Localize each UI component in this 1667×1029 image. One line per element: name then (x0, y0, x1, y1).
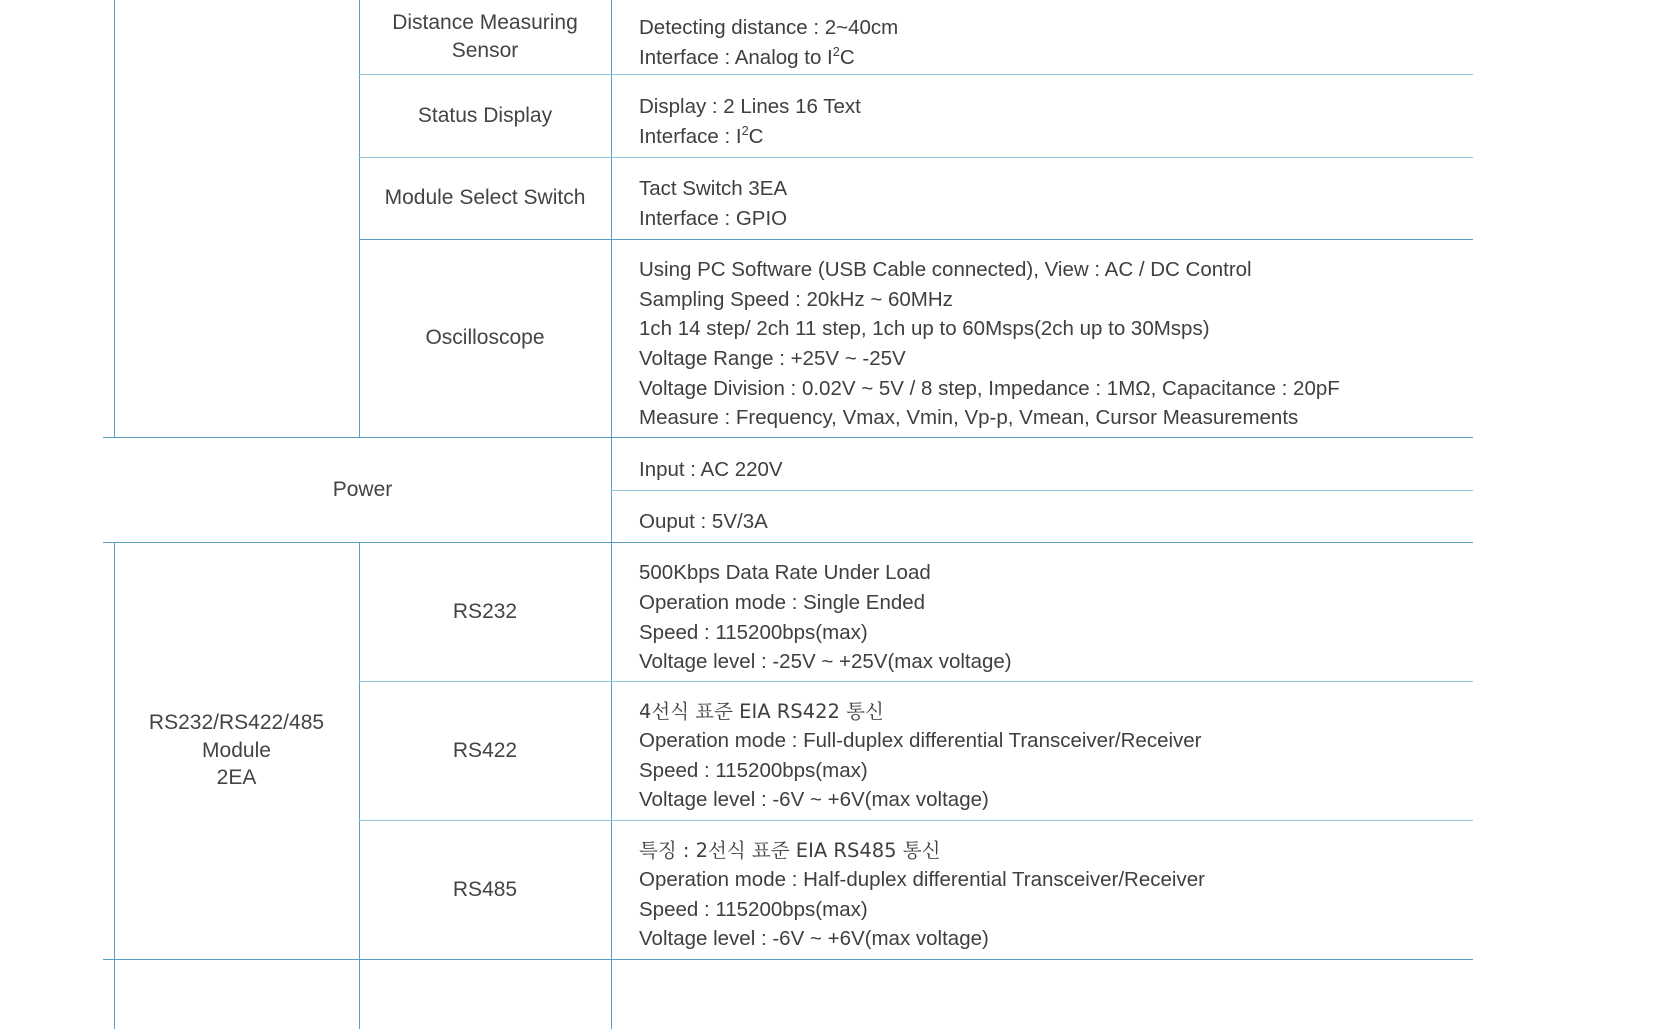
row-description (611, 239, 1639, 449)
desc-line: Interface : Analog to $I^2C$ (639, 44, 855, 69)
row-item-label (359, 681, 611, 820)
item-line-1: Status Display (417, 103, 553, 127)
row-item-label (359, 157, 611, 239)
item-line-1: RS422 (452, 738, 518, 762)
desc-line: Operation mode : Single Ended (639, 590, 926, 614)
table-row (0, 239, 1667, 437)
row-item-label (359, 0, 611, 74)
table-row (0, 542, 1667, 681)
item-line-1: RS485 (452, 877, 518, 901)
item-line-1: RS232 (452, 599, 518, 623)
vertical-rule-left-column-next (114, 959, 115, 1029)
desc-line: 4선식 표준 EIA RS422 통신 (639, 700, 884, 724)
desc-line: Voltage level : -6V ~ +6V(max voltage) (639, 927, 989, 951)
desc-line: 1ch 14 step/ 2ch 11 step, 1ch up to 60Msps(2ch up to 30Msps) (639, 317, 1210, 341)
item-line-1: Distance Measuring (392, 11, 578, 35)
desc-line: 500Kbps Data Rate Under Load (639, 561, 931, 585)
item-line-1: Oscilloscope (425, 326, 545, 350)
row-item-label (359, 74, 611, 157)
row-item-label (359, 542, 611, 681)
vertical-rule-item-column-next (359, 959, 360, 1029)
row-description (611, 820, 1539, 971)
group-line-3: 2EA (216, 766, 257, 790)
desc-line: Voltage Range : +25V ~ -25V (639, 347, 906, 370)
table-row (0, 157, 1667, 239)
row-description (611, 542, 1499, 693)
table-row (0, 820, 1667, 959)
row-item-label (359, 239, 611, 437)
vertical-rule-desc-column-next (611, 959, 612, 1029)
row-item-label (359, 820, 611, 959)
desc-line: Measure : Frequency, Vmax, Vmin, Vp-p, Vmean, Cursor Measurements (639, 406, 1299, 430)
desc-line: Operation mode : Full-duplex differential Transceiver/Receiver (639, 729, 1202, 753)
desc-line: Operation mode : Half-duplex differential Transceiver/Receiver (639, 868, 1205, 892)
table-row (0, 74, 1667, 157)
group-line-1: Power (332, 477, 393, 501)
desc-line: Voltage level : -6V ~ +6V(max voltage) (639, 788, 989, 812)
desc-line: Speed : 115200bps(max) (639, 620, 868, 644)
row-description (611, 74, 1499, 169)
desc-line: Using PC Software (USB Cable connected), View : AC / DC Control (639, 258, 1252, 282)
desc-line: Interface : $I^2C$ (639, 122, 764, 148)
table-row (0, 0, 1667, 74)
item-line-2: Sensor (451, 39, 519, 62)
group-line-1: RS232/RS422/485 (148, 710, 325, 734)
desc-line: Voltage level : -25V ~ +25V(max voltage) (639, 650, 1012, 674)
desc-line: Tact Switch 3EA (639, 177, 788, 201)
row-description (611, 681, 1539, 832)
desc-line: Speed : 115200bps(max) (639, 897, 868, 921)
desc-line: Voltage Division : 0.02V ~ 5V / 8 step, Impedance : 1MΩ, Capacitance : 20pF (639, 376, 1340, 400)
desc-line: Display : 2 Lines 16 Text (639, 94, 861, 118)
group-line-2: Module (202, 738, 271, 762)
table-row (0, 681, 1667, 820)
desc-line: Ouput : 5V/3A (639, 510, 768, 534)
desc-line: Detecting distance : 2~40cm (639, 16, 899, 40)
desc-line: Input : AC 220V (639, 457, 783, 481)
row-description (611, 157, 1499, 251)
item-line-1: Module Select Switch (384, 186, 586, 210)
desc-line: Interface : GPIO (639, 207, 788, 230)
desc-line: Speed : 115200bps(max) (639, 758, 868, 782)
desc-line: Sampling Speed : 20kHz ~ 60MHz (639, 287, 953, 311)
table-row-group-power (0, 437, 1667, 542)
group-label-power (114, 437, 611, 542)
desc-line: 특징 : 2선식 표준 EIA RS485 통신 (639, 839, 941, 863)
